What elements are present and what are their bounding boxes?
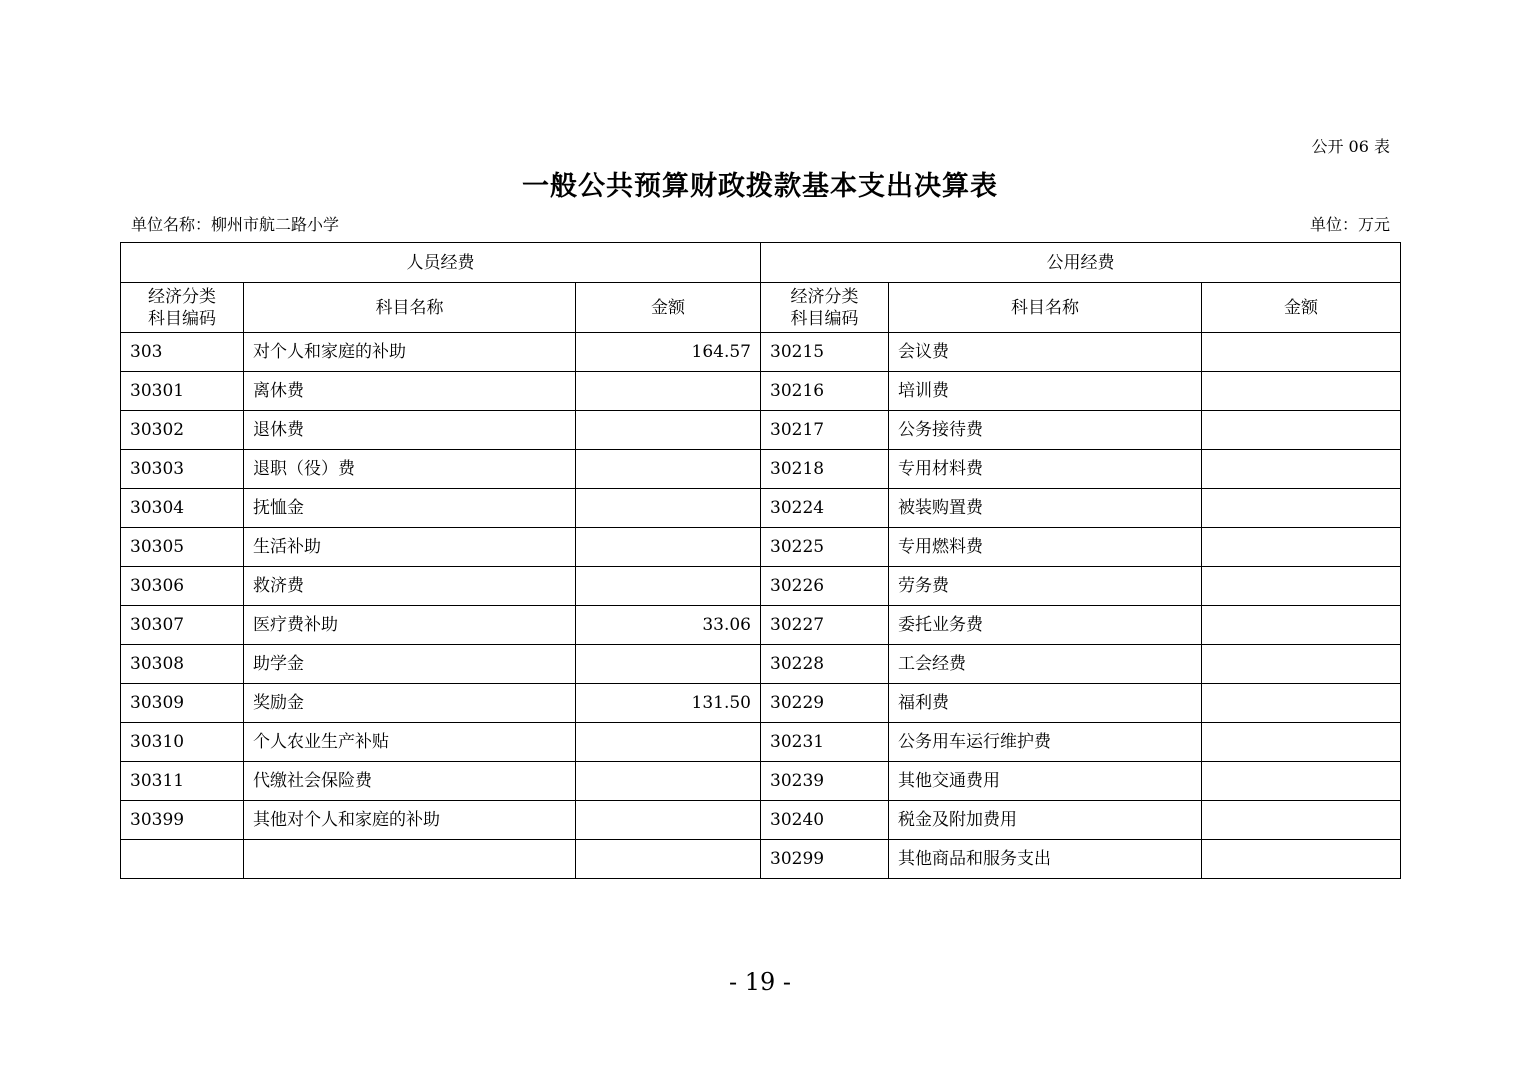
page-number: - 19 - <box>728 968 791 996</box>
left-name-cell: 对个人和家庭的补助 <box>244 333 576 372</box>
left-code-cell: 30302 <box>121 411 244 450</box>
right-code-cell: 30239 <box>761 762 889 801</box>
column-header-row <box>121 283 1401 333</box>
unit-currency: 单位：万元 <box>1309 215 1390 234</box>
left-code-cell: 30303 <box>121 450 244 489</box>
right-amount-cell <box>1202 450 1401 489</box>
left-amount-cell: 131.50 <box>576 684 761 723</box>
left-name-cell: 救济费 <box>244 567 576 606</box>
right-code-cell: 30299 <box>761 840 889 879</box>
col-header-code-line2: 科目编码 <box>148 308 216 329</box>
col-header-amount-right: 金额 <box>1202 283 1401 333</box>
right-name-cell: 会议费 <box>889 333 1202 372</box>
col-header-code-left <box>121 283 244 333</box>
group-header-public: 公用经费 <box>761 243 1401 283</box>
right-code-cell: 30225 <box>761 528 889 567</box>
left-amount-cell <box>576 762 761 801</box>
left-code-cell: 30310 <box>121 723 244 762</box>
left-name-cell: 医疗费补助 <box>244 606 576 645</box>
right-amount-cell <box>1202 723 1401 762</box>
group-header-personnel: 人员经费 <box>121 243 761 283</box>
table-row <box>121 684 1401 723</box>
left-name-cell: 奖励金 <box>244 684 576 723</box>
right-name-cell: 公务用车运行维护费 <box>889 723 1202 762</box>
left-amount-cell <box>576 489 761 528</box>
left-amount-cell <box>576 450 761 489</box>
right-name-cell: 工会经费 <box>889 645 1202 684</box>
left-amount-cell <box>576 645 761 684</box>
right-name-cell: 培训费 <box>889 372 1202 411</box>
table-row <box>121 801 1401 840</box>
table-row <box>121 645 1401 684</box>
right-amount-cell <box>1202 372 1401 411</box>
right-code-cell: 30231 <box>761 723 889 762</box>
left-amount-cell: 33.06 <box>576 606 761 645</box>
col-header-code-right <box>761 283 889 333</box>
left-amount-cell <box>576 801 761 840</box>
left-code-cell: 30305 <box>121 528 244 567</box>
right-amount-cell <box>1202 801 1401 840</box>
left-code-cell: 30307 <box>121 606 244 645</box>
right-code-cell: 30240 <box>761 801 889 840</box>
left-name-cell: 代缴社会保险费 <box>244 762 576 801</box>
left-name-cell: 助学金 <box>244 645 576 684</box>
left-amount-cell <box>576 372 761 411</box>
right-amount-cell <box>1202 411 1401 450</box>
right-amount-cell <box>1202 606 1401 645</box>
table-row <box>121 489 1401 528</box>
right-name-cell: 专用燃料费 <box>889 528 1202 567</box>
right-name-cell: 委托业务费 <box>889 606 1202 645</box>
right-amount-cell <box>1202 762 1401 801</box>
left-code-cell <box>121 840 244 879</box>
right-name-cell: 专用材料费 <box>889 450 1202 489</box>
left-amount-cell <box>576 723 761 762</box>
right-code-cell: 30226 <box>761 567 889 606</box>
right-code-cell: 30215 <box>761 333 889 372</box>
right-name-cell: 福利费 <box>889 684 1202 723</box>
left-amount-cell <box>576 411 761 450</box>
group-header-row <box>121 243 1401 283</box>
right-name-cell: 其他商品和服务支出 <box>889 840 1202 879</box>
left-amount-cell <box>576 840 761 879</box>
table-row <box>121 840 1401 879</box>
left-amount-cell <box>576 528 761 567</box>
left-amount-cell <box>576 567 761 606</box>
left-name-cell: 其他对个人和家庭的补助 <box>244 801 576 840</box>
right-code-cell: 30224 <box>761 489 889 528</box>
left-amount-cell: 164.57 <box>576 333 761 372</box>
right-amount-cell <box>1202 645 1401 684</box>
col-header-name-left: 科目名称 <box>244 283 576 333</box>
right-name-cell: 公务接待费 <box>889 411 1202 450</box>
left-name-cell: 退休费 <box>244 411 576 450</box>
page-title: 一般公共预算财政拨款基本支出决算表 <box>522 171 998 202</box>
budget-table <box>120 242 1401 879</box>
table-row <box>121 333 1401 372</box>
left-name-cell: 退职（役）费 <box>244 450 576 489</box>
table-row <box>121 411 1401 450</box>
left-name-cell: 个人农业生产补贴 <box>244 723 576 762</box>
right-amount-cell <box>1202 567 1401 606</box>
left-code-cell: 30399 <box>121 801 244 840</box>
col-header-code-line1: 经济分类 <box>148 286 216 307</box>
col-header-code-line2: 科目编码 <box>790 308 859 329</box>
right-amount-cell <box>1202 528 1401 567</box>
table-row <box>121 528 1401 567</box>
right-amount-cell <box>1202 684 1401 723</box>
left-name-cell <box>244 840 576 879</box>
right-amount-cell <box>1202 489 1401 528</box>
left-code-cell: 30301 <box>121 372 244 411</box>
right-code-cell: 30228 <box>761 645 889 684</box>
right-name-cell: 税金及附加费用 <box>889 801 1202 840</box>
left-code-cell: 30306 <box>121 567 244 606</box>
right-code-cell: 30217 <box>761 411 889 450</box>
table-row <box>121 450 1401 489</box>
table-row <box>121 606 1401 645</box>
col-header-name-right: 科目名称 <box>889 283 1202 333</box>
left-code-cell: 30309 <box>121 684 244 723</box>
right-code-cell: 30216 <box>761 372 889 411</box>
unit-name: 单位名称：柳州市航二路小学 <box>131 215 340 234</box>
col-header-amount-left: 金额 <box>576 283 761 333</box>
left-code-cell: 30311 <box>121 762 244 801</box>
right-code-cell: 30227 <box>761 606 889 645</box>
col-header-code-line1: 经济分类 <box>790 286 859 307</box>
right-name-cell: 其他交通费用 <box>889 762 1202 801</box>
table-row <box>121 762 1401 801</box>
left-name-cell: 离休费 <box>244 372 576 411</box>
form-number: 公开 06 表 <box>1311 137 1390 156</box>
table-row <box>121 372 1401 411</box>
left-code-cell: 303 <box>121 333 244 372</box>
table-row <box>121 567 1401 606</box>
left-name-cell: 抚恤金 <box>244 489 576 528</box>
right-amount-cell <box>1202 333 1401 372</box>
right-name-cell: 劳务费 <box>889 567 1202 606</box>
left-code-cell: 30304 <box>121 489 244 528</box>
table-row <box>121 723 1401 762</box>
right-code-cell: 30229 <box>761 684 889 723</box>
left-name-cell: 生活补助 <box>244 528 576 567</box>
right-name-cell: 被装购置费 <box>889 489 1202 528</box>
right-amount-cell <box>1202 840 1401 879</box>
left-code-cell: 30308 <box>121 645 244 684</box>
right-code-cell: 30218 <box>761 450 889 489</box>
